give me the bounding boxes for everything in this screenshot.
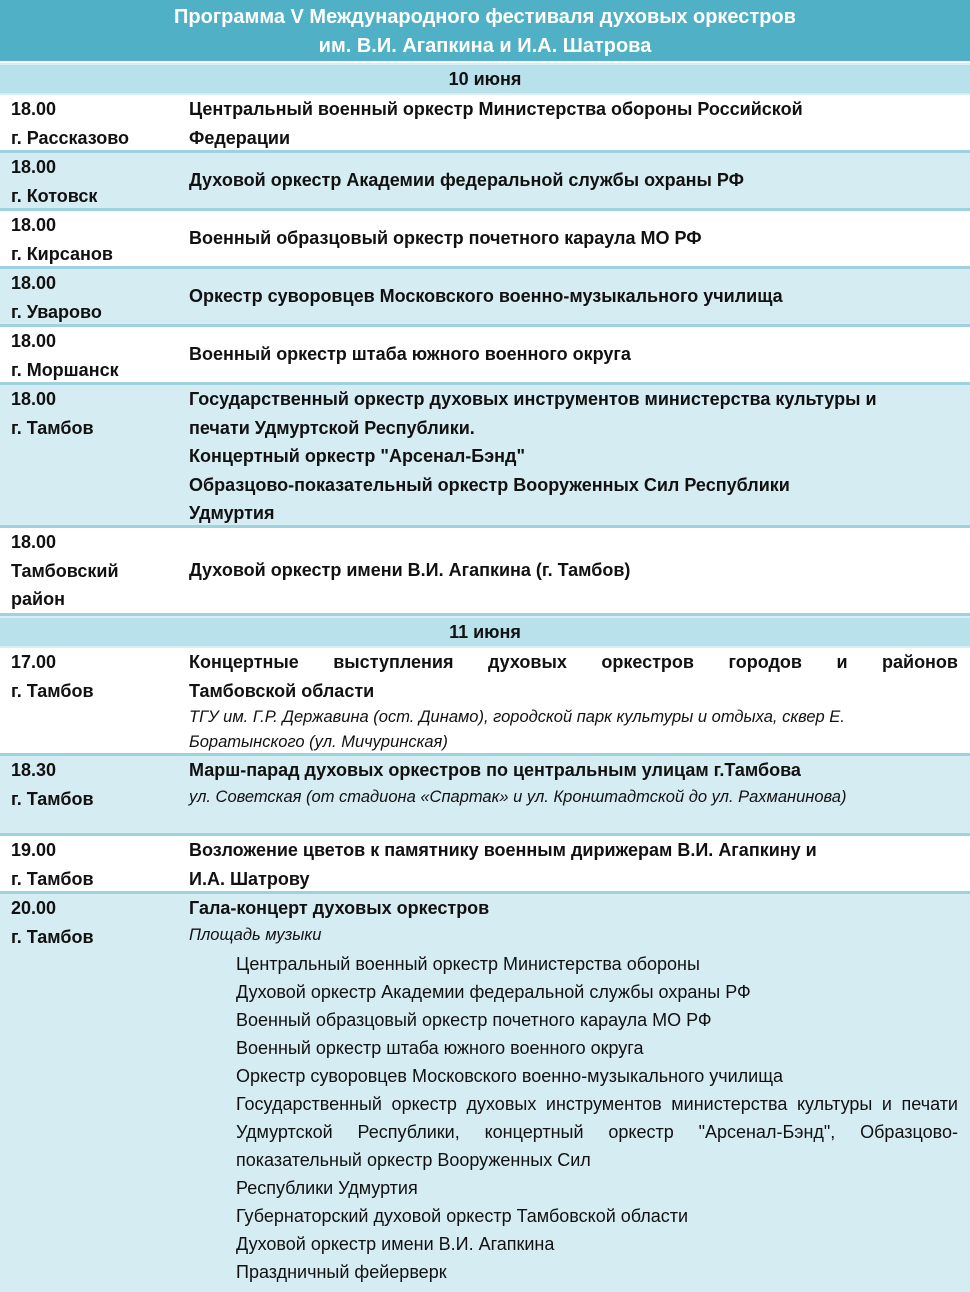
event-cell (189, 528, 970, 613)
event-cell (189, 894, 970, 1292)
place: г. Тамбов (11, 926, 94, 947)
time: 18.00 (11, 331, 57, 351)
schedule-row (0, 327, 970, 385)
place: г. Тамбов (11, 868, 94, 889)
event-line: Федерации (189, 127, 291, 148)
time-place-cell (0, 95, 189, 150)
time-place-cell (0, 269, 189, 324)
schedule-row (0, 269, 970, 327)
time-place-cell (0, 894, 189, 1292)
schedule-row (0, 385, 970, 528)
day-header-june-10: 10 июня (0, 63, 970, 95)
place: г. Уварово (11, 301, 102, 322)
event-line: Духовой оркестр имени В.И. Агапкина (г. Тамбов) (189, 560, 631, 581)
program-title-line-2: им. В.И. Агапкина и И.А. Шатрова (318, 35, 652, 57)
time: 19.00 (11, 840, 57, 860)
event-cell (189, 269, 970, 324)
event-line: Возложение цветов к памятнику военным дирижерам В.И. Агапкину и (189, 840, 817, 860)
schedule-row (0, 836, 970, 894)
event-line: Военный образцовый оркестр почетного караула МО РФ (189, 228, 702, 249)
place-line: Тамбовский (11, 560, 119, 581)
time-place-cell (0, 836, 189, 891)
place: г. Моршанск (11, 359, 119, 380)
time-place-cell (0, 648, 189, 753)
time: 18.00 (11, 532, 57, 552)
schedule-row (0, 894, 970, 1292)
time: 18.00 (11, 157, 57, 177)
day-header-june-11: 11 июня (0, 616, 970, 648)
list-item: Государственный оркестр духовых инструментов министерства культуры и печати Удмуртской Республики, концертный оркестр "Арсенал-Бэнд", Образцово-показательный оркестр Вооруженных Сил (236, 1093, 958, 1170)
program-title-line-1: Программа V Международного фестиваля духовых оркестров (174, 6, 796, 28)
event-line: Тамбовской области (189, 680, 375, 701)
event-line: Центральный военный оркестр Министерства обороны Российской (189, 99, 803, 119)
event-line: И.А. Шатрову (189, 868, 310, 889)
time-place-cell (0, 528, 189, 613)
time: 18.00 (11, 389, 57, 409)
list-item: Духовой оркестр имени В.И. Агапкина (236, 1233, 555, 1254)
event-cell (189, 836, 970, 891)
list-item: Губернаторский духовой оркестр Тамбовской области (236, 1205, 689, 1226)
time: 18.00 (11, 99, 57, 119)
time: 18.00 (11, 273, 57, 293)
venue-note: ТГУ им. Г.Р. Державина (ост. Динамо), городской парк культуры и отдыха, сквер Е. Боратынского (ул. Мичуринская) (189, 708, 845, 751)
list-item: Духовой оркестр Академии федеральной службы охраны РФ (236, 981, 751, 1002)
event-cell (189, 385, 970, 525)
schedule-row (0, 648, 970, 756)
event-line: Военный оркестр штаба южного военного округа (189, 344, 631, 365)
place: г. Тамбов (11, 417, 94, 438)
time-place-cell (0, 153, 189, 208)
place-line: район (11, 589, 65, 609)
list-item: Военный образцовый оркестр почетного караула МО РФ (236, 1009, 712, 1030)
event-line: Духовой оркестр Академии федеральной службы охраны РФ (189, 170, 745, 191)
list-item: Оркестр суворовцев Московского военно-музыкального училища (236, 1065, 784, 1086)
event-line: Концертные выступления духовых оркестров городов и районов (189, 652, 958, 672)
gala-participants-list (189, 948, 958, 1286)
list-item: Военный оркестр штаба южного военного округа (236, 1037, 644, 1058)
event-cell (189, 211, 970, 266)
event-line: Образцово-показательный оркестр Вооруженных Сил Республики (189, 474, 790, 495)
schedule-row (0, 756, 970, 836)
schedule-row (0, 528, 970, 616)
time: 18.00 (11, 215, 57, 235)
time-place-cell (0, 385, 189, 525)
event-cell (189, 153, 970, 208)
place: г. Тамбов (11, 680, 94, 701)
event-cell (189, 648, 970, 753)
list-item: Центральный военный оркестр Министерства обороны (236, 953, 700, 974)
event-cell (189, 327, 970, 382)
event-line: Государственный оркестр духовых инструментов министерства культуры и (189, 389, 877, 409)
time: 17.00 (11, 652, 57, 672)
place: г. Рассказово (11, 127, 130, 148)
schedule-row (0, 211, 970, 269)
event-line: Оркестр суворовцев Московского военно-музыкального училища (189, 286, 783, 307)
place: г. Котовск (11, 185, 98, 206)
event-cell (189, 756, 970, 833)
time: 18.30 (11, 760, 57, 780)
event-line: Марш-парад духовых оркестров по центральным улицам г.Тамбова (189, 760, 801, 780)
event-line: Концертный оркестр "Арсенал-Бэнд" (189, 446, 525, 466)
place: г. Тамбов (11, 788, 94, 809)
event-line: Гала-концерт духовых оркестров (189, 898, 490, 918)
time-place-cell (0, 756, 189, 833)
event-line: Удмуртия (189, 503, 275, 523)
event-line: печати Удмуртской Республики. (189, 417, 475, 438)
list-item: Праздничный фейерверк (236, 1261, 447, 1282)
event-cell (189, 95, 970, 150)
venue-note: Площадь музыки (189, 925, 322, 944)
time-place-cell (0, 327, 189, 382)
schedule-row (0, 95, 970, 153)
time-place-cell (0, 211, 189, 266)
schedule-row (0, 153, 970, 211)
list-item: Республики Удмуртия (236, 1177, 418, 1198)
place: г. Кирсанов (11, 243, 113, 264)
route-note: ул. Советская (от стадиона «Спартак» и ул. Кронштадтской до ул. Рахманинова) (189, 787, 847, 806)
program-title (0, 0, 970, 63)
time: 20.00 (11, 898, 57, 918)
